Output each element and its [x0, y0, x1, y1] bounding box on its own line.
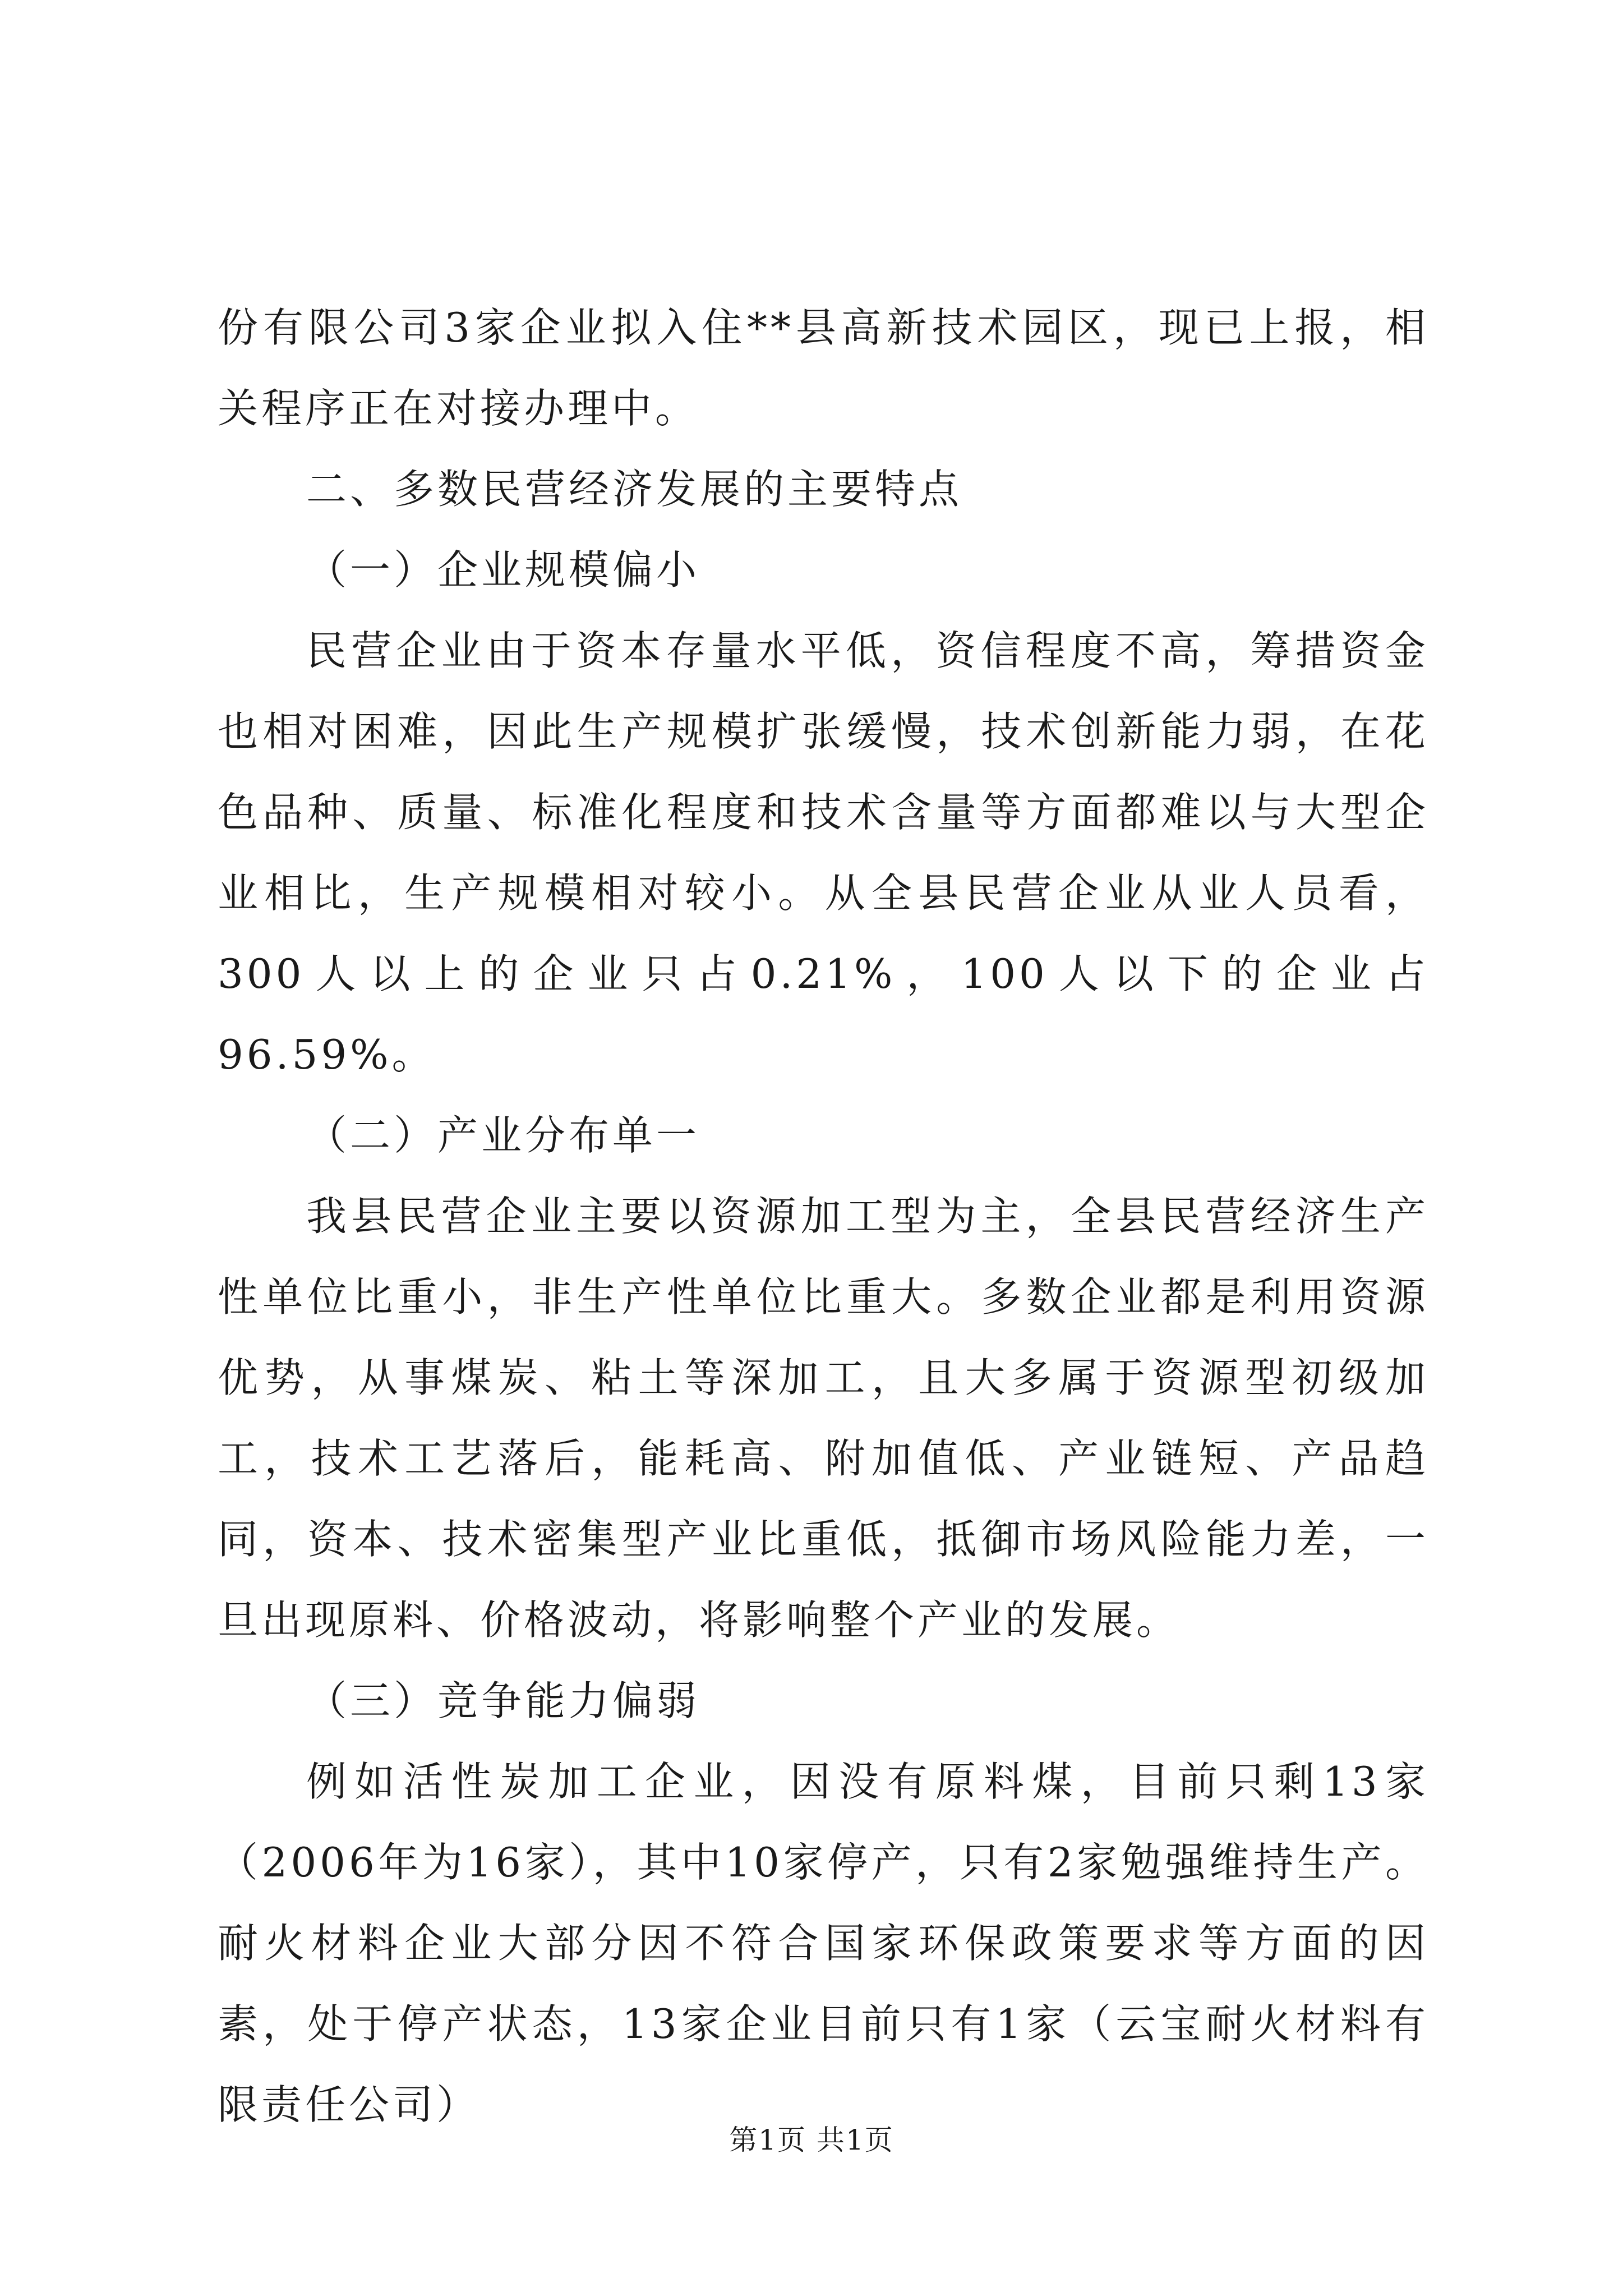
paragraph-continuation: 份有限公司3家企业拟入住**县高新技术园区，现已上报，相关程序正在对接办理中。	[218, 304, 1429, 432]
paragraph-enterprise-scale: 民营企业由于资本存量水平低，资信程度不高，筹措资金也相对困难，因此生产规模扩张缓慢，技术创新能力弱，在花色品种、质量、标准化程度和技术含量等方面都难以与大型企业相比，生产规模相对较小。从全县民营企业从业人员看，300人以上的企业只占0.21%，100人以下的企业占96.59%。	[218, 627, 1429, 1078]
page-footer: 第1页 共1页	[729, 2124, 894, 2156]
subsection-heading-1: （一）企业规模偏小	[306, 546, 700, 593]
subsection-heading-3: （三）竞争能力偏弱	[306, 1677, 700, 1724]
document-body	[218, 287, 1429, 2145]
paragraph-competitiveness: 例如活性炭加工企业，因没有原料煤，目前只剩13家（2006年为16家），其中10家停产，只有2家勉强维持生产。耐火材料企业大部分因不符合国家环保政策要求等方面的因素，处于停产状态，13家企业目前只有1家（云宝耐火材料有限责任公司）	[218, 1758, 1429, 2128]
paragraph-industry-distribution: 我县民营企业主要以资源加工型为主，全县民营经济生产性单位比重小，非生产性单位比重大。多数企业都是利用资源优势，从事煤炭、粘土等深加工，且大多属于资源型初级加工，技术工艺落后，能耗高、附加值低、产业链短、产品趋同，资本、技术密集型产业比重低，抵御市场风险能力差，一旦出现原料、价格波动，将影响整个产业的发展。	[218, 1193, 1429, 1644]
section-heading-2: 二、多数民营经济发展的主要特点	[306, 466, 963, 513]
subsection-heading-2: （二）产业分布单一	[306, 1112, 700, 1159]
